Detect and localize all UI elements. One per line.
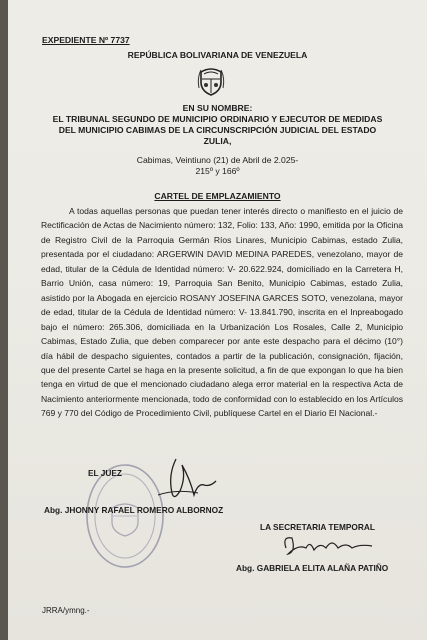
secretary-title: LA SECRETARIA TEMPORAL (260, 522, 375, 532)
cartel-body: A todas aquellas personas que puedan tener interés directo o manifiesto en el juicio de Rectificación de Actas de Nacimiento número: 132, Folio: 133, Año: 1990, emitida por la Oficina de Registro Civil de la Parroquia Germán Ríos Linares, Municipio Cabimas, estado Zulia, presentada por el ciudadano: ARGERWIN DAVID MEDINA PAREDES, venezolano, mayor de edad, titular de la Cédula de Identidad número: V- 20.622.924, domiciliado en la Carretera H, Barrio Unión, casa número: 19, Parroquia San Benito, Municipio Cabimas, estado Zulia, asistido por la Abogada en ejercicio ROSANY JOSEFINA GARCES SOTO, venezolana, mayor de edad, titular de la Cédula de Identidad número: V- 13.841.790, inscrita en el Inpreabogado bajo el número: 265.306, domiciliada en la Urbanización Los Rosales, Calle 2, Municipio Cabimas, Estado Zulia, que deben comparecer por ante este despacho para el décimo (10°) día hábil de despacho siguientes, contados a partir de la publicación, consignación, fijación, que del presente Cartel se haga en la presente solicitud, a fin de que expongan lo que ha bien tenga en virtud de que el mencionado ciudadano alega error material en la respectiva Acta de Nacimiento anteriormente mencionada, todo de conformidad con lo establecido en los Artículos 769 y 770 del Código de Procedimiento Civil, publíquese Cartel en el Diario El Nacional.- (41, 206, 403, 419)
document-reference: JRRA/ymng.- (42, 606, 90, 615)
national-coat-of-arms-icon (197, 66, 225, 96)
tribunal-line-1: EL TRIBUNAL SEGUNDO DE MUNICIPIO ORDINARIO Y EJECUTOR DE MEDIDAS (52, 114, 383, 124)
document-page (8, 0, 427, 640)
expediente-number: EXPEDIENTE Nº 7737 (42, 35, 130, 45)
judge-name: Abg. JHONNY RAFAEL ROMERO ALBORNOZ (44, 505, 224, 515)
en-su-nombre: EN SU NOMBRE: (182, 103, 253, 113)
cartel-title: CARTEL DE EMPLAZAMIENTO (154, 191, 281, 201)
tribunal-line-2: DEL MUNICIPIO CABIMAS DE LA CIRCUNSCRIPCIÓN JUDICIAL DEL ESTADO (58, 125, 377, 135)
republic-heading: REPÚBLICA BOLIVARIANA DE VENEZUELA (127, 50, 308, 60)
era-line: 215º y 166º (195, 166, 240, 176)
secretary-signature-icon (280, 532, 380, 560)
judge-title: EL JUEZ (88, 468, 122, 478)
date-line: Cabimas, Veintiuno (21) de Abril de 2.025- (136, 155, 299, 165)
tribunal-line-3: ZULIA, (203, 136, 232, 146)
judge-signature-icon (146, 455, 226, 505)
secretary-name: Abg. GABRIELA ELITA ALAÑA PATIÑO (236, 563, 389, 573)
